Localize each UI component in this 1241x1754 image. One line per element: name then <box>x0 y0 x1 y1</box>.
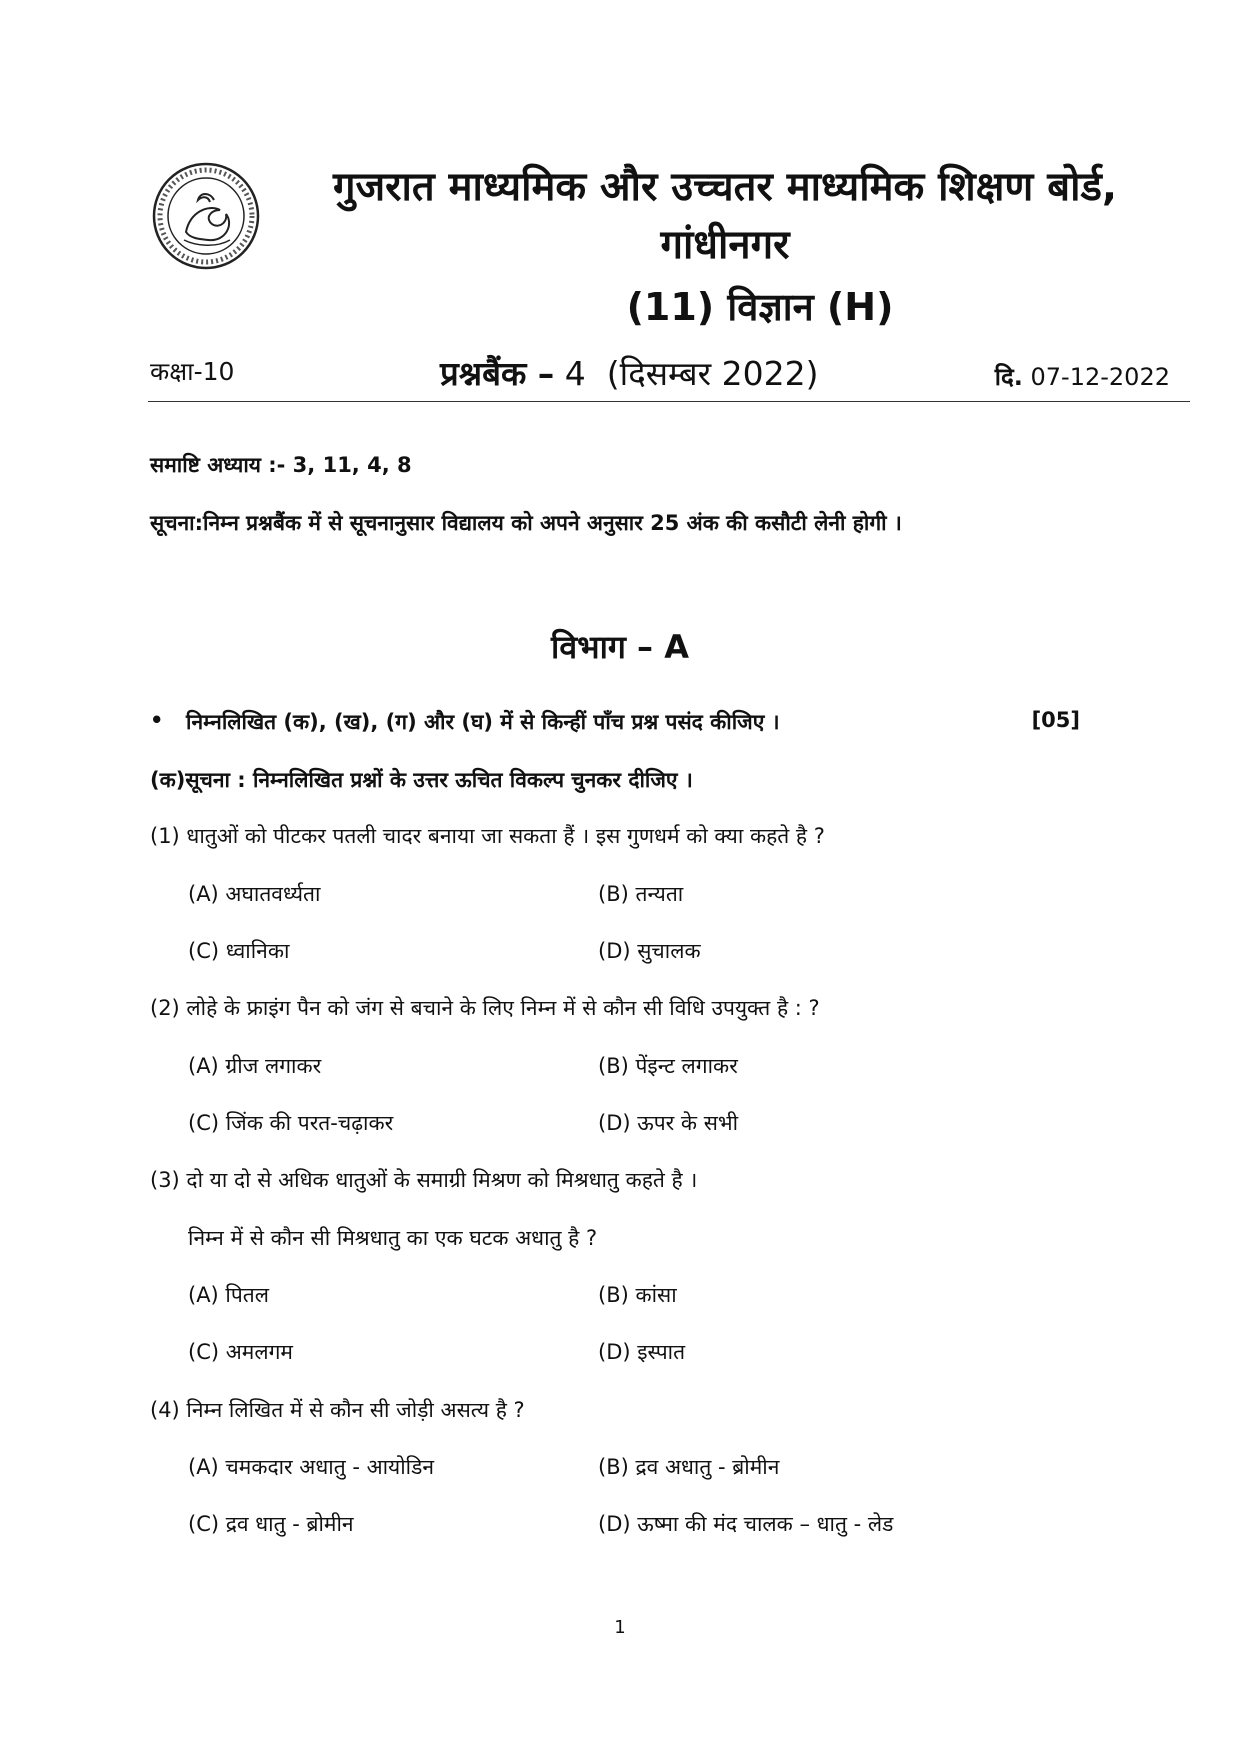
question-1-option-b: (B) तन्यता <box>598 882 684 906</box>
question-bank-title <box>440 350 818 395</box>
bullet-icon: • <box>150 708 164 732</box>
header-divider <box>148 401 1190 402</box>
notice-text: सूचना:निम्न प्रश्नबैंक में से सूचनानुसार विद्यालय को अपने अनुसार 25 अंक की कसौटी लेनी होगी । <box>150 511 902 535</box>
question-2-option-c: (C) जिंक की परत-चढ़ाकर <box>188 1111 394 1135</box>
board-name: गुजरात माध्यमिक और उच्चतर माध्यमिक शिक्षण बोर्ड, गांधीनगर <box>332 164 1118 268</box>
question-3-continuation: निम्न में से कौन सी मिश्रधातु का एक घटक अधातु है ? <box>188 1226 598 1250</box>
date-value: 07-12-2022 <box>1030 363 1170 391</box>
question-4-option-b: (B) द्रव अधातु - ब्रोमीन <box>598 1455 780 1479</box>
question-2-option-b: (B) पेंइन्ट लगाकर <box>598 1054 738 1078</box>
question-bank-label: प्रश्नबैंक – <box>440 354 555 393</box>
question-1: (1) धातुओं को पीटकर पतली चादर बनाया जा सकता हैं । इस गुणधर्म को क्या कहते है ? <box>150 824 825 848</box>
question-bank-period: (दिसम्बर 2022) <box>606 354 819 393</box>
question-3-option-c: (C) अमलगम <box>188 1340 293 1364</box>
question-3-option-b: (B) कांसा <box>598 1283 677 1307</box>
question-3: (3) दो या दो से अधिक धातुओं के समाग्री मिश्रण को मिश्रधातु कहते है । <box>150 1168 698 1192</box>
instruction-text: निम्नलिखित (क), (ख), (ग) और (घ) में से किन्हीं पाँच प्रश्न पसंद कीजिए । <box>186 710 780 734</box>
question-2-option-a: (A) ग्रीज लगाकर <box>188 1054 322 1078</box>
paper-info-row <box>150 350 1190 400</box>
chapters-included: समाष्टि अध्याय :- 3, 11, 4, 8 <box>150 453 412 477</box>
section-instruction <box>150 708 1080 740</box>
question-1-option-d: (D) सुचालक <box>598 939 701 963</box>
question-4-option-c: (C) द्रव धातु - ब्रोमीन <box>188 1512 354 1536</box>
question-4-option-a: (A) चमकदार अधातु - आयोडिन <box>188 1455 435 1479</box>
question-2-option-d: (D) ऊपर के सभी <box>598 1111 739 1135</box>
date-prefix: दि. <box>994 363 1023 391</box>
question-2: (2) लोहे के फ्राइंग पैन को जंग से बचाने के लिए निम्न में से कौन सी विधि उपयुक्त है : ? <box>150 996 820 1020</box>
class-label: कक्षा-10 <box>150 357 235 386</box>
question-4: (4) निम्न लिखित में से कौन सी जोड़ी असत्य है ? <box>150 1398 525 1422</box>
section-heading: विभाग – A <box>551 628 689 666</box>
subsection-instruction: (क)सूचना : निम्नलिखित प्रश्नों के उत्तर ऊचित विकल्प चुनकर दीजिए । <box>150 768 693 792</box>
question-3-option-a: (A) पितल <box>188 1283 270 1307</box>
board-seal-logo <box>150 160 262 272</box>
section-marks: [05] <box>1031 708 1080 732</box>
question-bank-number: 4 <box>564 354 586 393</box>
question-1-option-c: (C) ध्वानिका <box>188 939 290 963</box>
subject-title: (11) विज्ञान (H) <box>626 285 894 329</box>
question-1-option-a: (A) अघातवर्ध्यता <box>188 882 321 906</box>
question-4-option-d: (D) ऊष्मा की मंद चालक – धातु - लेड <box>598 1512 894 1536</box>
question-3-option-d: (D) इस्पात <box>598 1340 686 1364</box>
paper-date <box>995 360 1170 393</box>
page-number: 1 <box>614 1617 626 1638</box>
